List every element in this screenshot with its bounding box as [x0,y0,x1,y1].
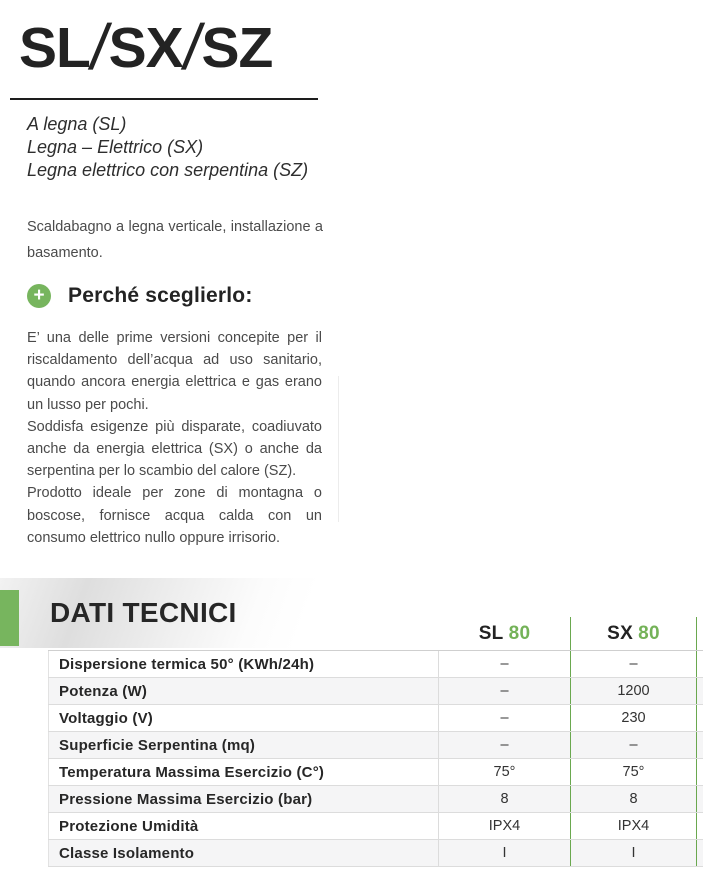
cell-value-sx: – [570,651,697,677]
table-header-row [48,617,703,651]
cutoff-column-stub [697,786,703,812]
page-title-model-3: SZ [201,16,273,80]
body-paragraph: Soddisfa esigenze più disparate, coadiuvato anche da energia elettrica (SX) o anche da serpentina per lo scambio del calore (SZ). [27,418,322,480]
column-divider [338,376,339,522]
cell-value-sx: 230 [570,705,697,731]
cutoff-column-stub [697,617,703,650]
page-title [19,4,272,89]
cell-value-sx: IPX4 [570,813,697,839]
title-slash: / [178,11,206,83]
tech-data-table [48,617,703,867]
title-slash: / [85,11,113,83]
table-row [48,651,703,678]
cutoff-column-stub [697,813,703,839]
cell-value-sl: I [502,845,507,861]
cell-value-sl: IPX4 [488,818,521,834]
cell-value-sl: 75° [493,764,516,780]
table-row [48,678,703,705]
plus-circle-icon: + [27,284,51,308]
page-title-model-2: SX [108,16,183,80]
row-label: Protezione Umidità [48,813,439,839]
cutoff-column-stub [697,678,703,704]
row-label: Dispersione termica 50° (KWh/24h) [48,651,439,677]
cutoff-column-stub [697,759,703,785]
header-spacer-cell [48,617,439,650]
row-label: Temperatura Massima Esercizio (C°) [48,759,439,785]
variant-line: Legna – Elettrico (SX) [27,137,204,157]
cell-value-sl: – [500,737,509,753]
row-label: Superficie Serpentina (mq) [48,732,439,758]
cutoff-column-stub [697,705,703,731]
cell-value-sx: 75° [570,759,697,785]
cutoff-column-stub [697,651,703,677]
cell-value-sl: – [500,656,509,672]
cutoff-column-stub [697,840,703,866]
page-title-model-1: SL [19,16,90,80]
green-accent-block [0,590,19,646]
why-choose-title: Perché sceglierlo: [68,284,253,307]
column-header-sx80 [570,617,697,650]
table-row [48,840,703,867]
body-paragraph: Prodotto ideale per zone di montagna o boscose, fornisce acqua calda con un consumo elettrico nullo oppure irrisorio. [27,485,322,546]
cell-value-sl: – [500,710,509,726]
variant-line: Legna elettrico con serpentina (SZ) [27,160,309,180]
table-row [48,786,703,813]
title-underline [10,98,318,100]
cell-value-sx: 8 [570,786,697,812]
table-row [48,732,703,759]
model-size: 80 [638,622,660,644]
product-description: Scaldabagno a legna verticale, installazione a basamento. [27,219,323,261]
column-header-sl80 [439,617,570,650]
table-row [48,705,703,732]
model-name: SX [607,622,634,644]
why-choose-heading [27,284,253,308]
cell-value-sx: I [570,840,697,866]
model-name: SL [478,622,504,644]
cell-value-sl: 8 [500,791,509,807]
cell-value-sx: – [570,732,697,758]
cell-value-sx: 1200 [570,678,697,704]
variant-line: A legna (SL) [27,114,127,134]
body-paragraph: E’ una delle prime versioni concepite per il riscaldamento dell’acqua ad uso sanitario, quando ancora energia elettrica e gas erano un lusso per pochi. [27,330,322,413]
row-label: Potenza (W) [48,678,439,704]
variant-list [27,113,327,182]
model-size: 80 [508,622,531,644]
row-label: Pressione Massima Esercizio (bar) [48,786,439,812]
cell-value-sl: – [500,683,509,699]
cutoff-column-stub [697,732,703,758]
row-label: Classe Isolamento [48,840,439,866]
table-row [48,759,703,786]
tech-data-title: DATI TECNICI [50,597,237,628]
row-label: Voltaggio (V) [48,705,439,731]
why-choose-body [27,327,322,549]
table-row [48,813,703,840]
